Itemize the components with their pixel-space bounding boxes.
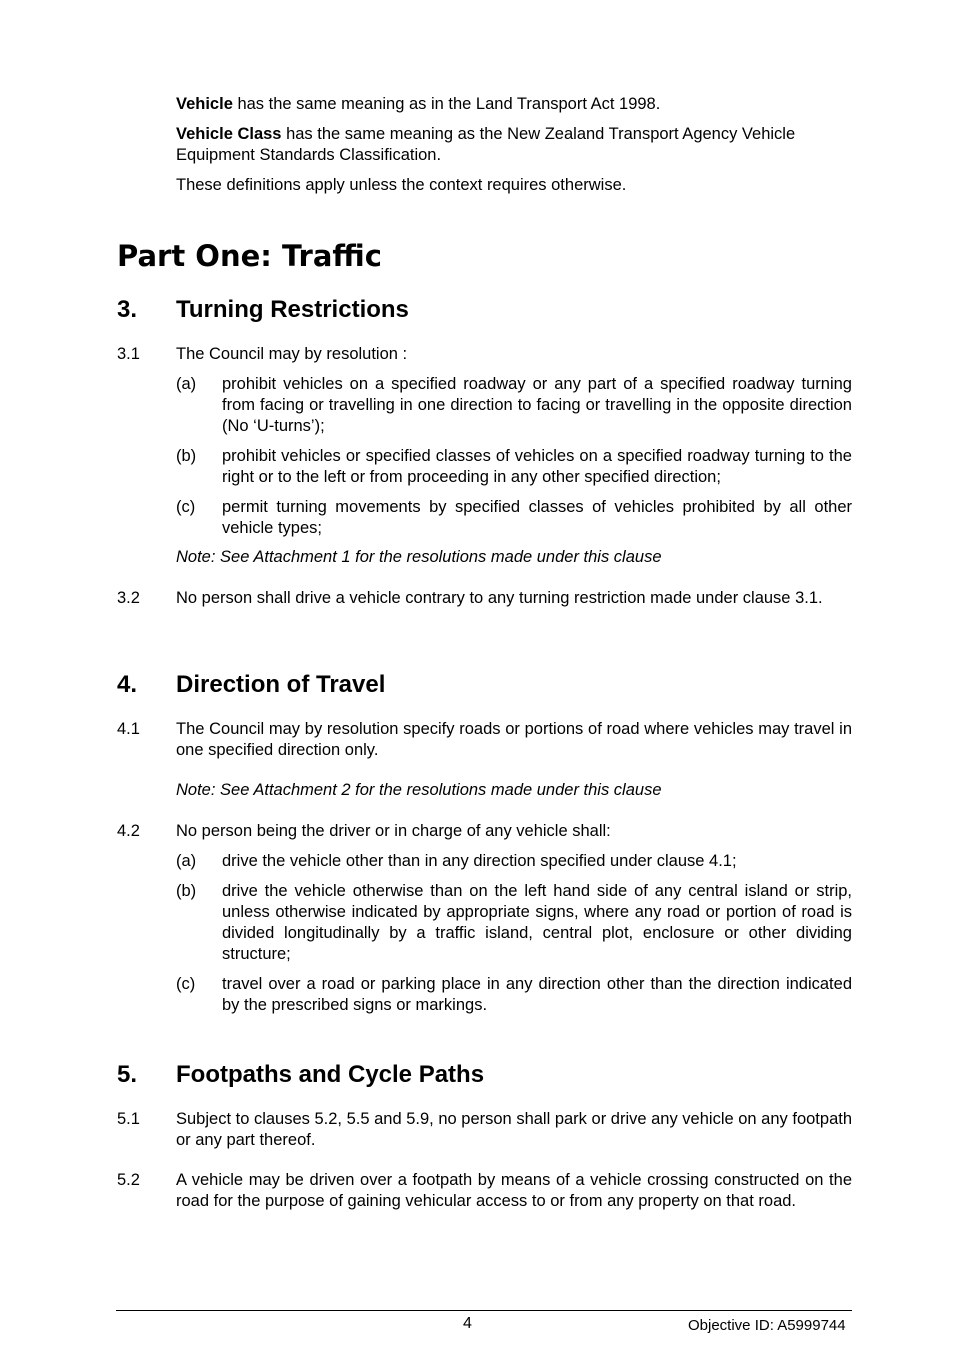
part-heading: Part One: Traffic xyxy=(117,239,382,273)
section-5-title: Footpaths and Cycle Paths xyxy=(176,1061,485,1088)
clause-4-1-number: 4.1 xyxy=(117,720,140,738)
definition-text: has the same meaning as in the Land Transport Act 1998. xyxy=(232,95,661,113)
clause-3-1-note: Note: See Attachment 1 for the resolutions made under this clause xyxy=(176,548,662,566)
clause-5-1-text: Subject to clauses 5.2, 5.5 and 5.9, no person shall park or drive any vehicle on any footpath or any part thereof. xyxy=(176,1110,853,1149)
clause-3-1-a-text: prohibit vehicles on a specified roadway or any part of a specified roadway turning from facing or travelling in one direction to facing or travelling in the opposite direction (No ‘U-turns’); xyxy=(222,375,852,435)
clause-4-1-text: The Council may by resolution specify roads or portions of road where vehicles may travel in one specified direction only. xyxy=(176,720,852,759)
definition-text: has the same meaning as the New Zealand Transport Agency Vehicle Equipment Standards Classification. xyxy=(176,125,796,164)
clause-4-1-note: Note: See Attachment 2 for the resolutions made under this clause xyxy=(176,781,662,799)
clause-3-1-number: 3.1 xyxy=(117,345,140,363)
clause-3-1-a-label: (a) xyxy=(176,375,197,393)
definition-vehicle-class xyxy=(176,124,852,166)
definition-term: Vehicle xyxy=(176,95,233,113)
page-number: 4 xyxy=(463,1315,472,1332)
definitions-note: These definitions apply unless the context requires otherwise. xyxy=(176,176,627,194)
clause-4-2-c-text: travel over a road or parking place in any direction other than the direction indicated by the prescribed signs or markings. xyxy=(222,975,852,1014)
clause-3-1-c-text: permit turning movements by specified classes of vehicles prohibited by all other vehicle types; xyxy=(222,498,852,537)
definition-term: Vehicle Class xyxy=(176,125,282,143)
clause-3-2-text: No person shall drive a vehicle contrary to any turning restriction made under clause 3.1. xyxy=(176,589,823,607)
clause-5-2-number: 5.2 xyxy=(117,1171,140,1189)
clause-3-1-c-label: (c) xyxy=(176,498,196,516)
section-3-number: 3. xyxy=(117,296,138,323)
clause-4-2-text: No person being the driver or in charge of any vehicle shall: xyxy=(176,822,611,840)
clause-3-2-number: 3.2 xyxy=(117,589,140,607)
clause-3-1-b-text: prohibit vehicles or specified classes of vehicles on a specified roadway turning to the right or to the left or from proceeding in any other specified direction; xyxy=(222,447,852,486)
section-4-title: Direction of Travel xyxy=(176,671,386,698)
clause-4-2-b-text: drive the vehicle otherwise than on the left hand side of any central island or strip, unless otherwise indicated by appropriate signs, where any road or portion of road is divided longitudinally by a traffic island, central plot, enclosure or other dividing structure; xyxy=(222,882,852,963)
definition-vehicle xyxy=(176,94,852,115)
clause-4-2-number: 4.2 xyxy=(117,822,140,840)
clause-4-2-a-text: drive the vehicle other than in any direction specified under clause 4.1; xyxy=(222,852,737,870)
clause-4-2-b-label: (b) xyxy=(176,882,197,900)
clause-5-2-text: A vehicle may be driven over a footpath by means of a vehicle crossing constructed on the road for the purpose of gaining vehicular access to or from any property on that road. xyxy=(176,1171,852,1210)
clause-3-1-b-label: (b) xyxy=(176,447,197,465)
section-5-number: 5. xyxy=(117,1061,138,1088)
footer-rule xyxy=(116,1310,852,1311)
section-4-number: 4. xyxy=(117,671,138,698)
clause-3-1-text: The Council may by resolution : xyxy=(176,345,408,363)
clause-4-2-a-label: (a) xyxy=(176,852,197,870)
section-3-title: Turning Restrictions xyxy=(176,296,409,323)
clause-5-1-number: 5.1 xyxy=(117,1110,140,1128)
objective-id: Objective ID: A5999744 xyxy=(688,1317,846,1334)
clause-4-2-c-label: (c) xyxy=(176,975,196,993)
